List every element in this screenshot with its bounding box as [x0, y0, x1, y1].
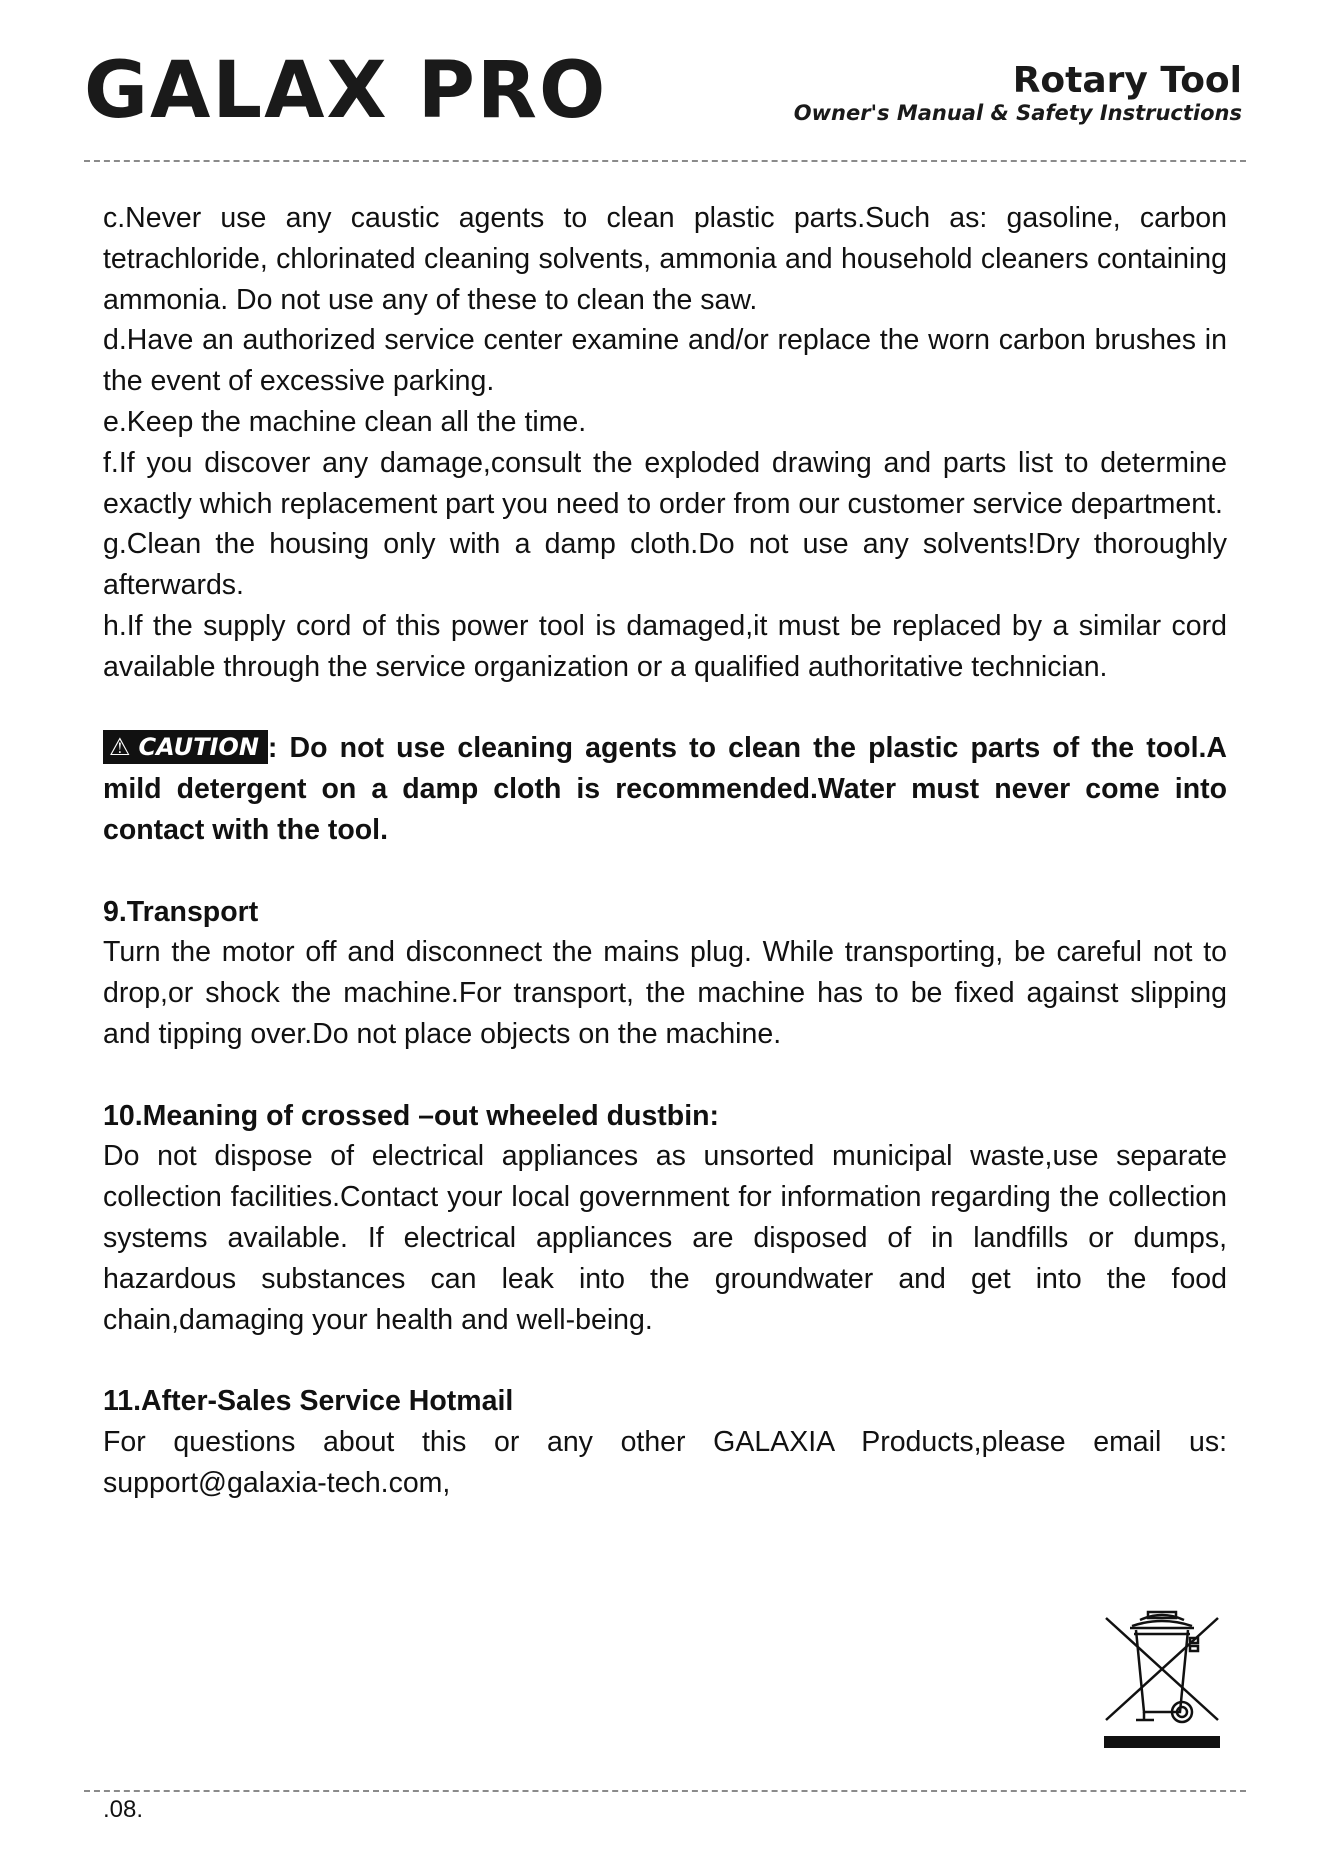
page-number: .08. — [103, 1796, 144, 1823]
footer-divider — [84, 1790, 1246, 1792]
maintenance-item-f: f.If you discover any damage,consult the exploded drawing and parts list to determine exactly which replacement part you need to order from our customer service department. — [103, 446, 1227, 520]
document-header — [794, 60, 1242, 127]
document-subtitle: Owner's Manual & Safety Instructions — [793, 101, 1242, 126]
section-heading-transport: 9.Transport — [103, 895, 259, 928]
page-content — [103, 198, 1227, 1504]
brand-logo: GALAX PRO — [84, 46, 608, 136]
document-title: Rotary Tool — [1012, 60, 1242, 101]
crossed-out-wheeled-bin-icon — [1100, 1608, 1224, 1754]
caution-notice — [103, 728, 1227, 850]
maintenance-item-d: d.Have an authorized service center examine and/or replace the worn carbon brushes in the event of excessive parking. — [103, 324, 1227, 398]
section-body-dustbin: Do not dispose of electrical appliances as unsorted municipal waste,use separate collection facilities.Contact your local government for information regarding the collection systems available. If electrical appliances are disposed of in landfills or dumps, hazardous substances can leak into the groundwater and get into the food chain,damaging your health and well-being. — [103, 1140, 1227, 1336]
maintenance-item-c: c.Never use any caustic agents to clean plastic parts.Such as: gasoline, carbon tetrachloride, chlorinated cleaning solvents, ammonia and household cleaners containing ammonia. Do not use any of these to clean the saw. — [103, 202, 1227, 316]
section-body-transport: Turn the motor off and disconnect the mains plug. While transporting, be careful not to drop,or shock the machine.For transport, the machine has to be fixed against slipping and tipping over.Do not place objects on the machine. — [103, 936, 1227, 1050]
warning-triangle-icon: ⚠ — [109, 733, 131, 762]
header-divider — [84, 160, 1246, 162]
section-heading-dustbin: 10.Meaning of crossed –out wheeled dustbin: — [103, 1099, 720, 1132]
maintenance-item-g: g.Clean the housing only with a damp cloth.Do not use any solvents!Dry thoroughly afterwards. — [103, 528, 1227, 602]
caution-badge — [103, 730, 268, 764]
maintenance-item-h: h.If the supply cord of this power tool is damaged,it must be replaced by a similar cord available through the service organization or a qualified authoritative technician. — [103, 609, 1227, 683]
caution-label: CAUTION — [138, 733, 259, 762]
section-body-service: For questions about this or any other GALAXIA Products,please email us: support@galaxia-tech.com, — [103, 1425, 1227, 1499]
maintenance-item-e: e.Keep the machine clean all the time. — [103, 405, 587, 438]
section-heading-service: 11.After-Sales Service Hotmail — [103, 1385, 514, 1418]
caution-text: : Do not use cleaning agents to clean the plastic parts of the tool.A mild detergent on a damp cloth is recommended.Water must never come into contact with the tool. — [103, 732, 1227, 846]
